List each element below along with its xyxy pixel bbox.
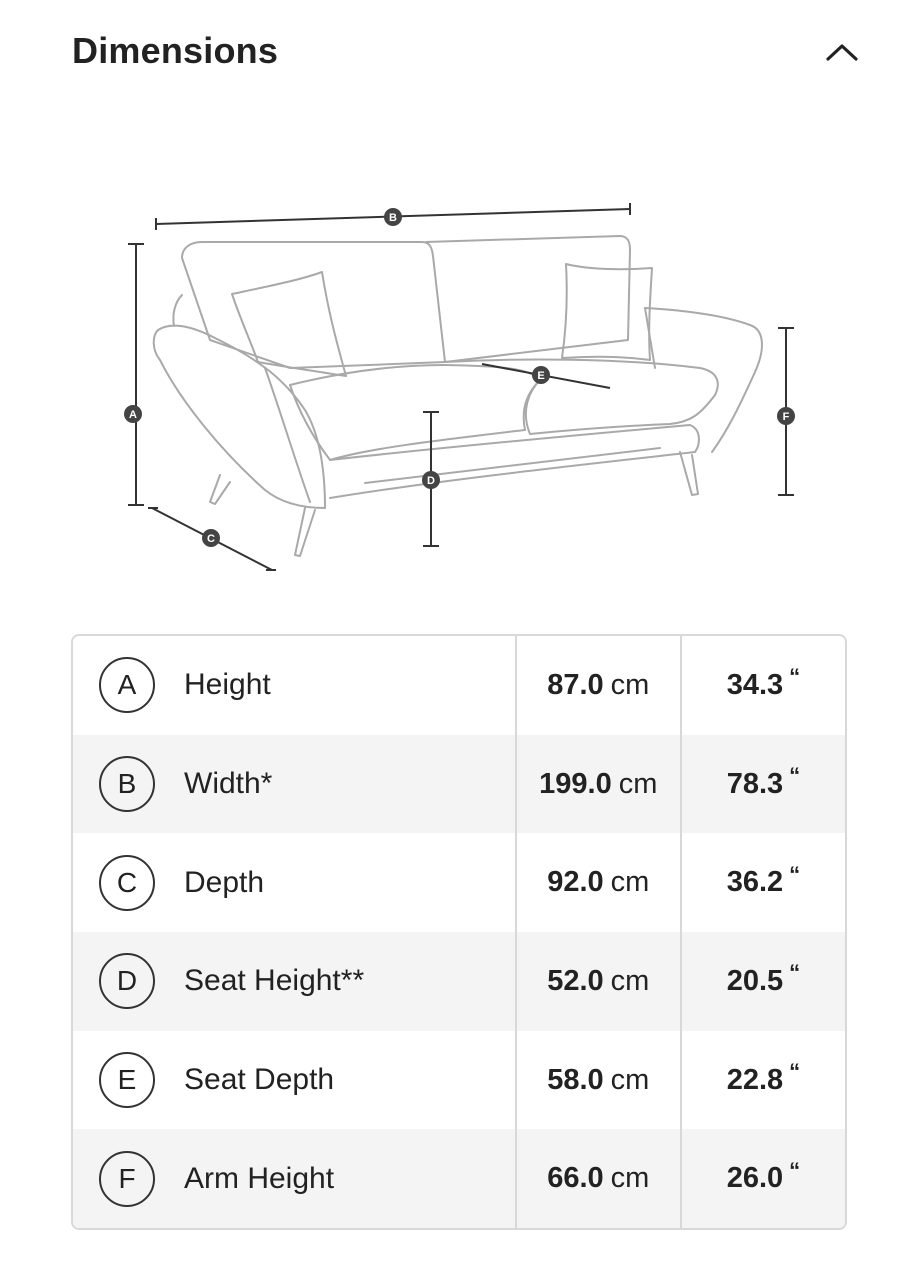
dimension-name: Seat Height** <box>184 964 365 998</box>
collapse-button[interactable] <box>822 34 862 70</box>
unit-cm: cm <box>610 1063 650 1096</box>
unit-cm: cm <box>610 668 650 701</box>
unit-inch: “ <box>789 763 801 789</box>
sofa-diagram <box>100 190 820 590</box>
section-title: Dimensions <box>72 30 279 71</box>
table-row <box>73 636 845 735</box>
dimension-name: Height <box>184 668 271 702</box>
dimension-name: Seat Depth <box>184 1063 335 1097</box>
value-inch: 26.0 <box>726 1162 784 1195</box>
marker-d-icon <box>422 471 440 489</box>
value-inch: 78.3 <box>726 767 784 800</box>
table-row <box>73 1031 845 1130</box>
diagram-markers <box>124 208 795 547</box>
value-inch: 22.8 <box>726 1063 784 1096</box>
dimension-name: Depth <box>184 865 265 899</box>
table-row <box>73 735 845 834</box>
marker-c-icon <box>202 529 220 547</box>
value-cm: 52.0 <box>547 964 604 997</box>
unit-cm: cm <box>618 767 658 800</box>
table-row <box>73 833 845 932</box>
unit-inch: “ <box>789 664 801 690</box>
letter-badge: B <box>99 756 155 812</box>
table-row <box>73 1129 845 1228</box>
value-cm: 199.0 <box>539 767 612 800</box>
marker-b-icon <box>384 208 402 226</box>
letter-badge: F <box>99 1151 155 1207</box>
value-cm: 66.0 <box>547 1162 604 1195</box>
svg-text:D: D <box>427 475 435 487</box>
unit-inch: “ <box>789 1157 801 1183</box>
marker-e-icon <box>532 366 550 384</box>
sofa-illustration <box>100 190 820 590</box>
dimensions-header[interactable] <box>72 28 862 78</box>
svg-text:C: C <box>207 533 215 545</box>
value-inch: 34.3 <box>726 668 784 701</box>
marker-f-icon <box>777 407 795 425</box>
svg-text:B: B <box>389 212 397 224</box>
value-cm: 58.0 <box>547 1063 604 1096</box>
letter-badge: A <box>99 657 155 713</box>
unit-cm: cm <box>610 1162 650 1195</box>
letter-badge: C <box>99 855 155 911</box>
chevron-up-icon <box>825 42 859 62</box>
value-cm: 92.0 <box>547 866 604 899</box>
svg-text:E: E <box>537 370 545 382</box>
unit-cm: cm <box>610 866 650 899</box>
svg-text:A: A <box>129 409 137 421</box>
dimension-name: Width* <box>184 767 273 801</box>
letter-badge: E <box>99 1052 155 1108</box>
unit-inch: “ <box>789 1059 801 1085</box>
svg-text:F: F <box>782 411 790 423</box>
value-inch: 36.2 <box>726 866 784 899</box>
unit-inch: “ <box>789 960 801 986</box>
value-inch: 20.5 <box>726 964 784 997</box>
dimension-name: Arm Height <box>184 1161 335 1195</box>
marker-a-icon <box>124 405 142 423</box>
value-cm: 87.0 <box>547 668 604 701</box>
unit-cm: cm <box>610 964 650 997</box>
table-row <box>73 932 845 1031</box>
unit-inch: “ <box>789 861 801 887</box>
dimensions-table <box>71 634 847 1230</box>
letter-badge: D <box>99 953 155 1009</box>
